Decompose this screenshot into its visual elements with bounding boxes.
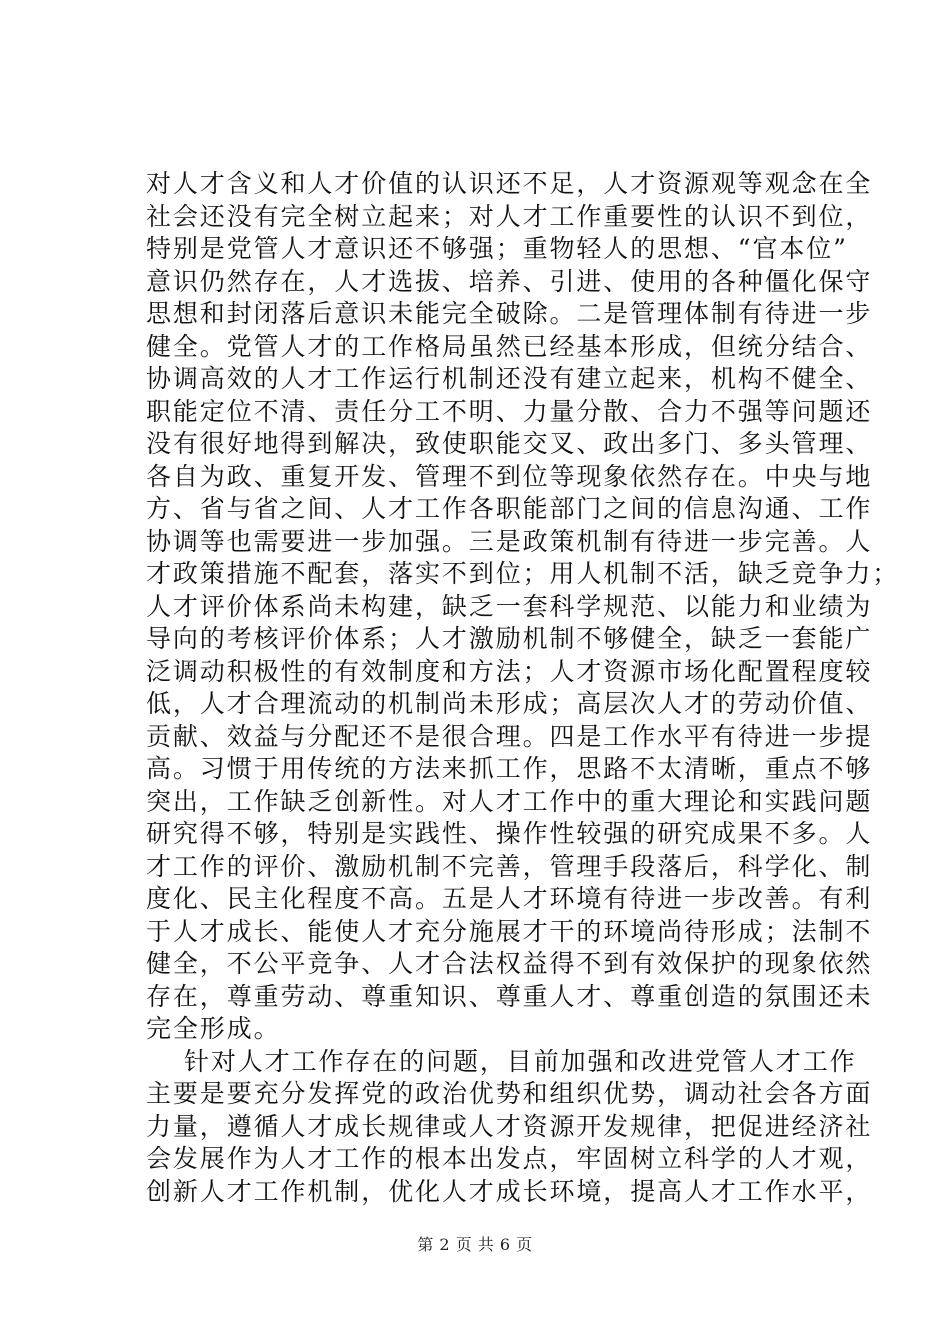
text-line: 特别是党管人才意识还不够强；重物轻人的思想、“官本位” [146,234,848,263]
text-line: 社会还没有完全树立起来；对人才工作重要性的认识不到位， [146,201,873,231]
text-line: 研究得不够，特别是实践性、操作性较强的研究成果不多。人 [146,819,873,848]
text-line: 高。习惯于用传统的方法来抓工作，思路不太清晰，重点不够 [146,754,873,783]
text-line: 贡献、效益与分配还不是很合理。四是工作水平有待进一步提 [146,721,873,751]
text-line: 才政策措施不配套，落实不到位；用人机制不活，缺乏竞争力； [146,559,900,588]
text-line: 突出，工作缺乏创新性。对人才工作中的重大理论和实践问题 [146,786,873,816]
text-line: 人才评价体系尚未构建，缺乏一套科学规范、以能力和业绩为 [146,591,873,621]
text-line: 存在，尊重劳动、尊重知识、尊重人才、尊重创造的氛围还未 [146,981,873,1011]
document-body [146,168,900,1208]
text-line: 会发展作为人才工作的根本出发点，牢固树立科学的人才观， [146,1144,873,1173]
text-line: 意识仍然存在，人才选拔、培养、引进、使用的各种僵化保守 [146,266,873,296]
text-line: 健全。党管人才的工作格局虽然已经基本形成，但统分结合、 [146,331,873,361]
text-line: 协调等也需要进一步加强。三是政策机制有待进一步完善。人 [146,526,873,556]
text-line: 力量，遵循人才成长规律或人才资源开发规律，把促进经济社 [146,1111,873,1141]
text-line: 没有很好地得到解决，致使职能交叉、政出多门、多头管理、 [146,429,873,458]
paragraph-first-line: 针对人才工作存在的问题，目前加强和改进党管人才工作 [184,1046,857,1076]
text-line: 完全形成。 [146,1014,281,1043]
page-number-footer: 第 2 页 共 6 页 [417,1235,533,1254]
text-line: 低，人才合理流动的机制尚未形成；高层次人才的劳动价值、 [146,689,873,718]
text-line: 各自为政、重复开发、管理不到位等现象依然存在。中央与地 [146,461,873,491]
text-line: 思想和封闭落后意识未能完全破除。二是管理体制有待进一步 [146,299,873,328]
text-line: 对人才含义和人才价值的认识还不足，人才资源观等观念在全 [146,169,873,198]
text-line: 泛调动积极性的有效制度和方法；人才资源市场化配置程度较 [146,656,873,686]
text-line: 导向的考核评价体系；人才激励机制不够健全，缺乏一套能广 [146,624,873,653]
text-line: 职能定位不清、责任分工不明、力量分散、合力不强等问题还 [146,396,873,426]
text-line: 主要是要充分发挥党的政治优势和组织优势，调动社会各方面 [146,1079,873,1108]
text-line: 健全，不公平竞争、人才合法权益得不到有效保护的现象依然 [146,949,873,978]
text-line: 才工作的评价、激励机制不完善，管理手段落后，科学化、制 [146,851,873,881]
text-line: 协调高效的人才工作运行机制还没有建立起来，机构不健全、 [146,364,873,393]
text-line: 于人才成长、能使人才充分施展才干的环境尚待形成；法制不 [146,916,873,946]
text-line: 创新人才工作机制，优化人才成长环境，提高人才工作水平， [146,1176,873,1206]
text-line: 方、省与省之间、人才工作各职能部门之间的信息沟通、工作 [146,494,873,523]
text-line: 度化、民主化程度不高。五是人才环境有待进一步改善。有利 [146,884,873,913]
